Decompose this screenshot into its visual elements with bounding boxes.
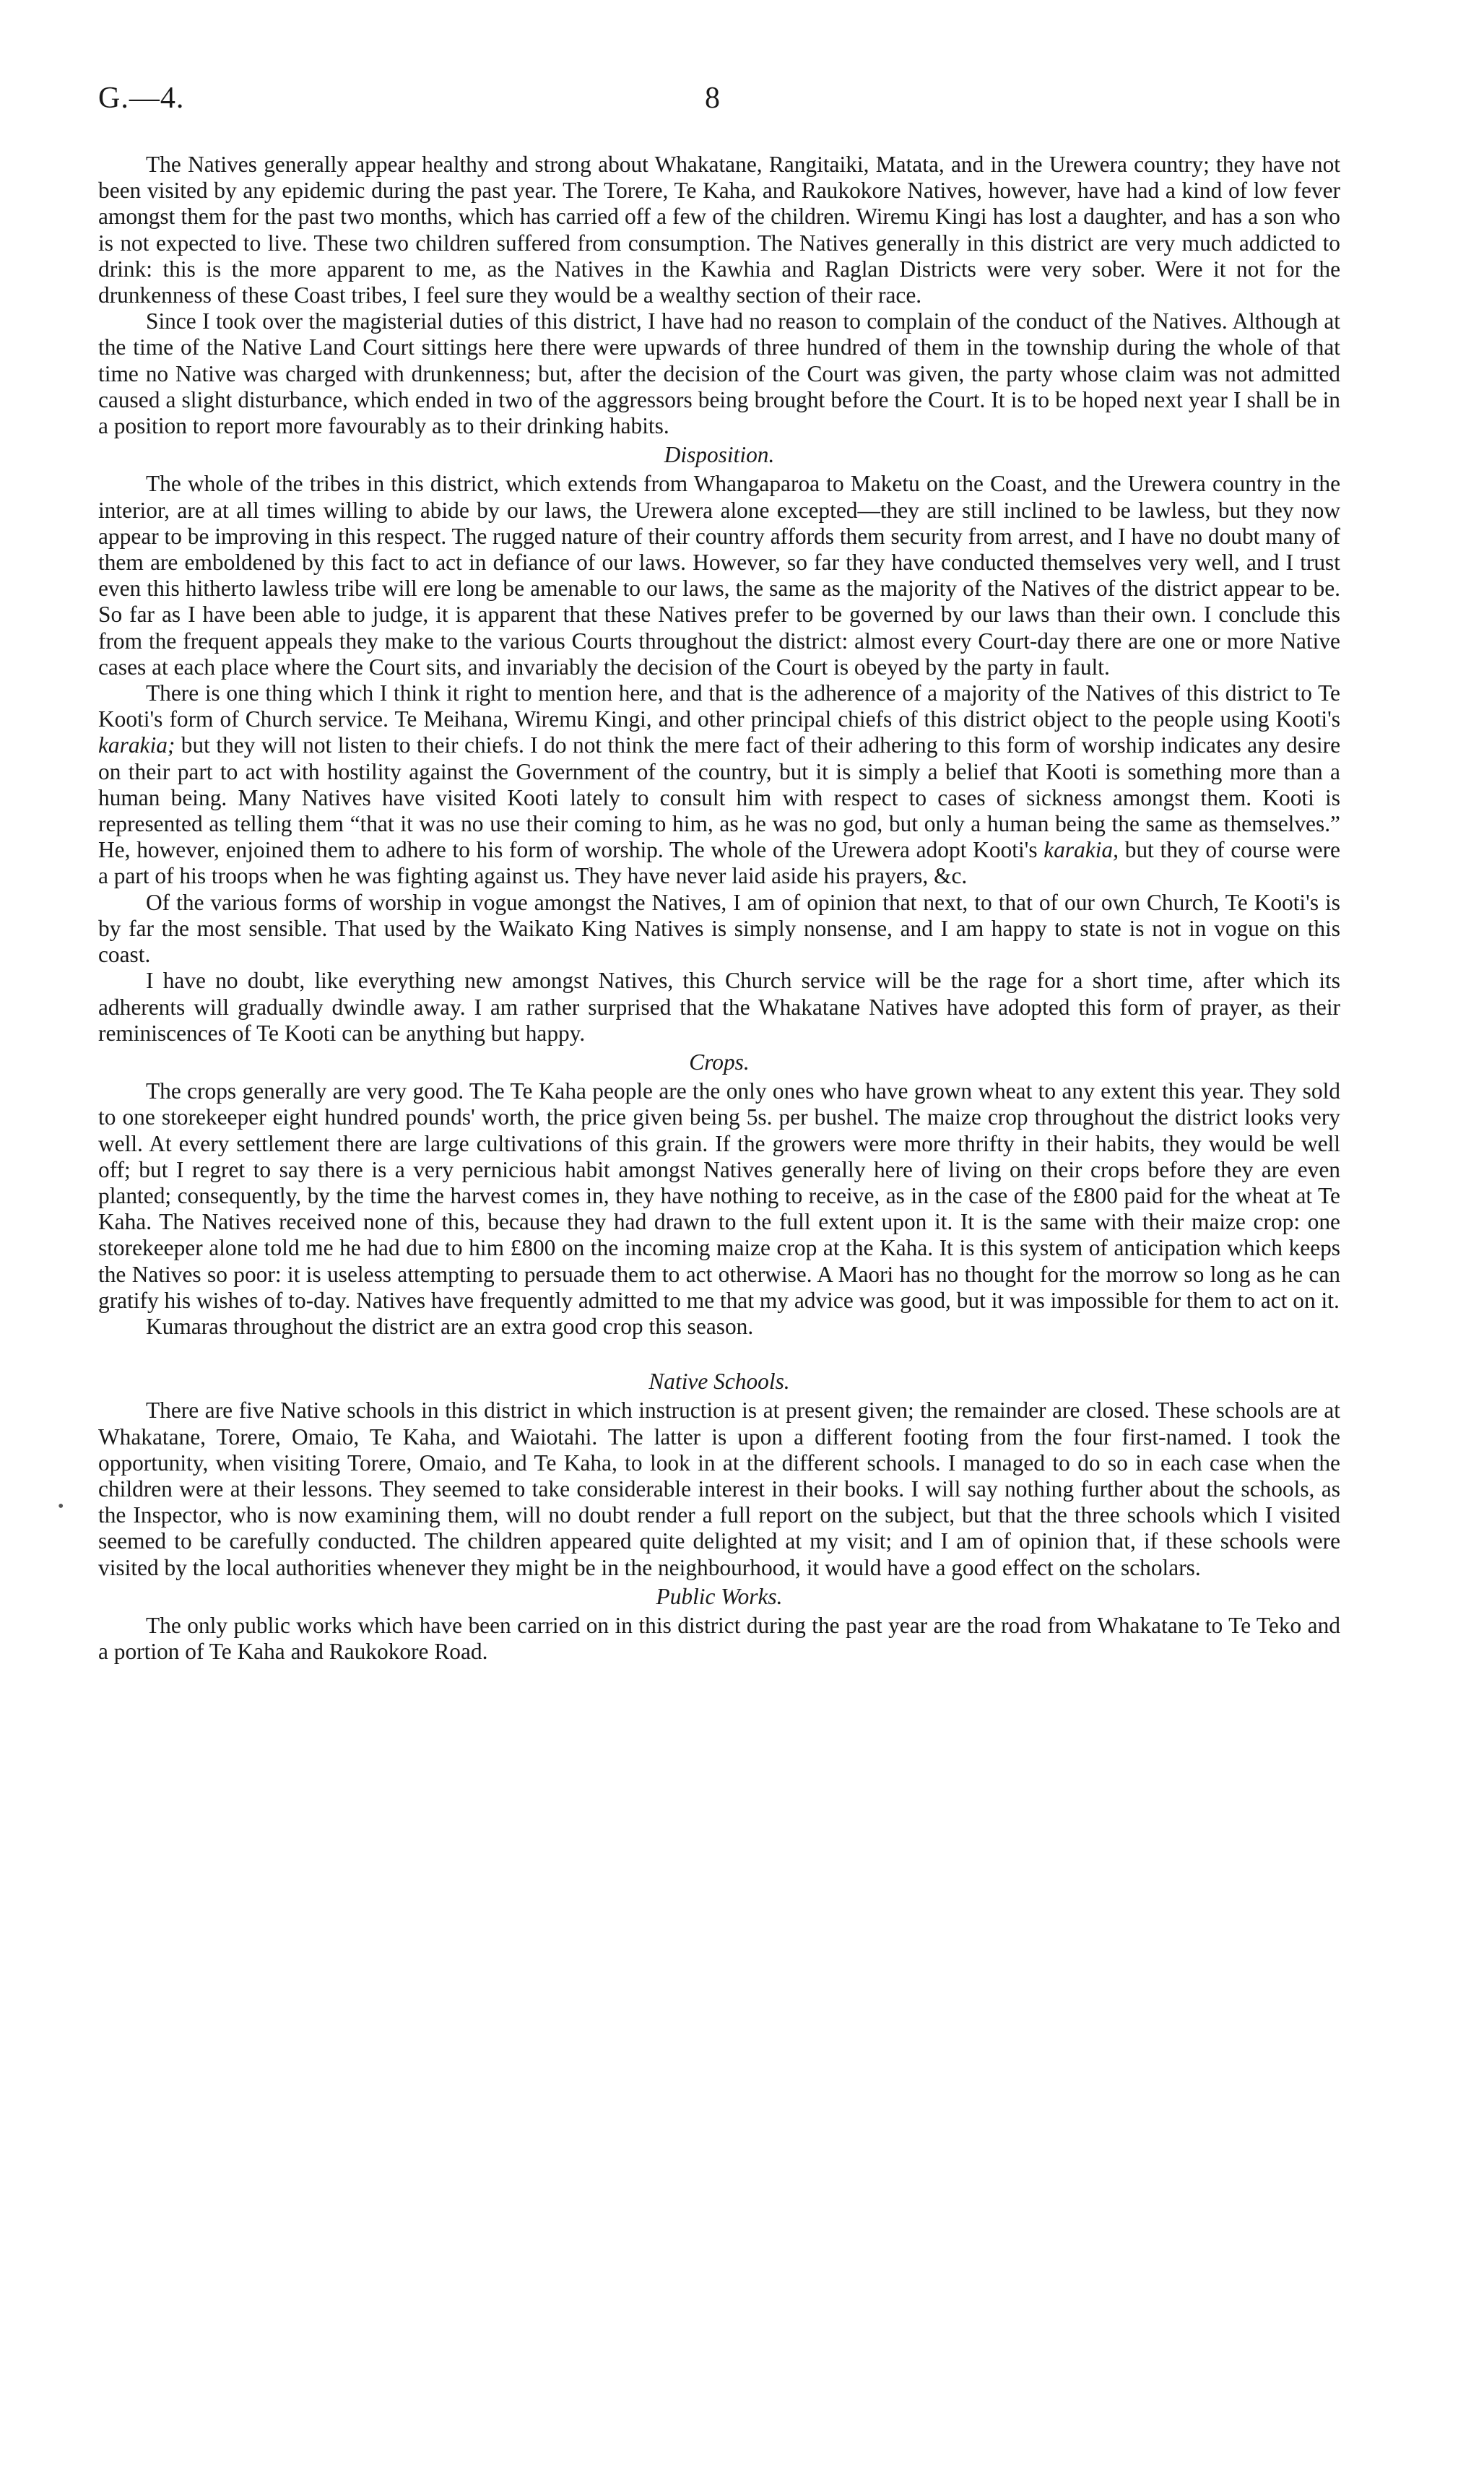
document-body [98, 152, 1340, 1665]
document-page [98, 81, 1340, 1665]
paragraph-crops-2: Kumaras throughout the district are an extra good crop this season. [146, 1313, 754, 1339]
text-segment: but they will not listen to their chiefs. I do not think the mere fact of their adhering to this form of worship indicates any desire on their part to act with hostility against the Government of the country, but it is simply a belief that Kooti is something more than a human being. Many Natives have visited Kooti lately to consult him with respect to cases of sickness amongst them. Kooti is represented as telling them “that it was no use their coming to him, as he was no god, but only a human being the same as themselves.” He, however, enjoined them to adhere to his form of worship. The whole of the Urewera adopt Kooti's [98, 732, 1340, 863]
paragraph-disposition-1: The whole of the tribes in this district, which extends from Whangaparoa to Maketu on the Coast, and the Urewera country in the interior, are at all times willing to abide by our laws, the Urewera alone excepted—they are still inclined to be lawless, but they now appear to be improving in this respect. The rugged nature of their country affords them security from arrest, and I have no doubt many of them are emboldened by this fact to act in defiance of our laws. However, so far they have conducted themselves very well, and I trust even this hitherto lawless tribe will ere long be amenable to our laws, the same as the majority of the Natives of the district appear to be. So far as I have been able to judge, it is apparent that these Natives prefer to be governed by our laws than their own. I conclude this from the frequent appeals they make to the various Courts throughout the district: almost every Court-day there are one or more Native cases at each place where the Court sits, and invariably the decision of the Court is obeyed by the party in fault. [98, 471, 1340, 680]
heading-crops: Crops. [689, 1049, 750, 1075]
heading-native-schools: Native Schools. [648, 1369, 790, 1395]
margin-dot: • [58, 1497, 64, 1516]
report-reference: G.—4. [98, 82, 185, 115]
karakia-term: karakia; [98, 732, 175, 758]
heading-public-works: Public Works. [656, 1583, 783, 1609]
page-number: 8 [705, 82, 720, 115]
page-header [98, 81, 1340, 127]
paragraph-public-works: The only public works which have been carried on in this district during the past year are the road from Whakatane to Te Teko and a portion of Te Kaha and Raukokore Road. [98, 1612, 1340, 1665]
heading-disposition: Disposition. [664, 442, 775, 468]
paragraph-disposition-2 [98, 680, 1340, 890]
paragraph-conduct: Since I took over the magisterial duties of this district, I have had no reason to complain of the conduct of the Natives. Although at the time of the Native Land Court sittings here there were upwards of three hundred of them in the township during the whole of that time no Native was charged with drunkenness; but, after the decision of the Court was given, the party whose claim was not admitted caused a slight disturbance, which ended in two of the aggressors being brought before the Court. It is to be hoped next year I shall be in a position to report more favourably as to their drinking habits. [98, 308, 1340, 439]
paragraph-crops-1: The crops generally are very good. The Te Kaha people are the only ones who have grown wheat to any extent this year. They sold to one storekeeper eight hundred pounds' worth, the price given being 5s. per bushel. The maize crop throughout the district looks very well. At every settlement there are large cultivations of this grain. If the growers were more thrifty in their habits, they would be well off; but I regret to say there is a very pernicious habit amongst Natives generally here of living on their crops before they are even planted; consequently, by the time the harvest comes in, they have nothing to receive, as in the case of the £800 paid for the wheat at Te Kaha. The Natives received none of this, because they had drawn to the full extent upon it. It is the same with their maize crop: one storekeeper alone told me he had due to him £800 on the incoming maize crop at the Kaha. It is this system of anticipation which keeps the Natives so poor: it is useless attempting to persuade them to act otherwise. A Maori has no thought for the morrow so long as he can gratify his wishes of to-day. Natives have frequently admitted to me that my advice was good, but it was impossible for them to act on it. [98, 1078, 1340, 1313]
text-segment: There is one thing which I think it right to mention here, and that is the adherence of a majority of the Natives of this district to Te Kooti's form of Church service. Te Meihana, Wiremu Kingi, and other principal chiefs of this district object to the people using Kooti's [98, 680, 1340, 732]
text-segment: but they of course were a part of his troops when he was fighting against us. They have never laid aside his prayers, &c. [98, 837, 1340, 889]
karakia-term: karakia, [1043, 837, 1119, 863]
paragraph-health: The Natives generally appear healthy and strong about Whakatane, Rangitaiki, Matata, and in the Urewera country; they have not been visited by any epidemic during the past year. The Torere, Te Kaha, and Raukokore Natives, however, have had a kind of low fever amongst them for the past two months, which has carried off a few of the children. Wiremu Kingi has lost a daughter, and has a son who is not expected to live. These two children suffered from consumption. The Natives generally in this district are very much addicted to drink: this is the more apparent to me, as the Natives in the Kawhia and Raglan Districts were very sober. Were it not for the drunkenness of these Coast tribes, I feel sure they would be a wealthy section of their race. [98, 152, 1340, 308]
paragraph-disposition-4: I have no doubt, like everything new amongst Natives, this Church service will be the rage for a short time, after which its adherents will gradually dwindle away. I am rather surprised that the Whakatane Natives have adopted this form of prayer, as their reminiscences of Te Kooti can be anything but happy. [98, 968, 1340, 1046]
paragraph-disposition-3: Of the various forms of worship in vogue amongst the Natives, I am of opinion that next, to that of our own Church, Te Kooti's is by far the most sensible. That used by the Waikato King Natives is simply nonsense, and I am happy to state is not in vogue on this coast. [98, 889, 1340, 968]
paragraph-schools: There are five Native schools in this district in which instruction is at present given; the remainder are closed. These schools are at Whakatane, Torere, Omaio, Te Kaha, and Waiotahi. The latter is upon a different footing from the four first-named. I took the opportunity, when visiting Torere, Omaio, and Te Kaha, to look in at the different schools. I managed to do so in each case when the children were at their lessons. They seemed to take considerable interest in their books. I will say nothing further about the schools, as the Inspector, who is now examining them, will no doubt render a full report on the subject, but that the three schools which I visited seemed to be carefully conducted. The children appeared quite delighted at my visit; and I am of opinion that, if these schools were visited by the local authorities whenever they might be in the neighbourhood, it would have a good effect on the scholars. [98, 1398, 1340, 1580]
